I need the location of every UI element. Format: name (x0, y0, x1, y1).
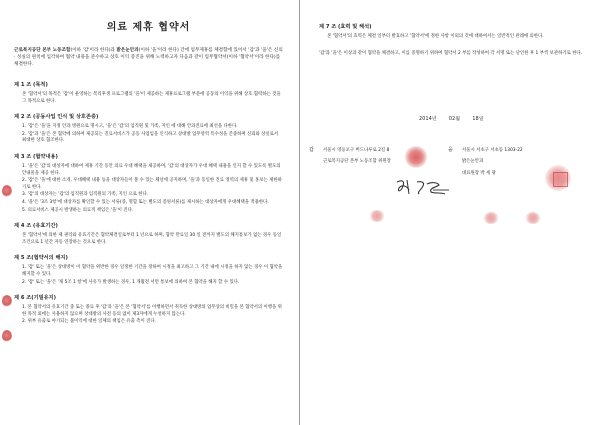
intro-part1: (이하 '갑'이라 한다)과 (70, 48, 117, 53)
article-clause: 2. '갑'은 '을'에 대한 소개, 우대혜택 내용 등을 대상자들이 볼 수 있는 채널에 공지하며, '을'과 동일한 진료 영역의 제휴 및 홍보는 제한하기로 한다. (22, 178, 282, 190)
article-body (14, 92, 283, 105)
intro-paragraph (14, 47, 283, 68)
bottom-seal-stamp (369, 210, 385, 222)
article-clause: 1. '갑'은 '을'을 지정 안과 병원으로 명시고, '을'은 '갑'의 임직원 및 가족, 지인 에 대해 안과진료에 최선을 다한다. (22, 124, 238, 130)
document-title: 의료 제휴 협약서 (106, 22, 191, 33)
right-page (301, 0, 600, 425)
intro-party1: 근로복지공단 본부 노동조합 (14, 48, 71, 53)
party-gap-name: 근로복지공단 본부 노동조합 위원장 (323, 159, 391, 165)
article-clause: 2. '갑'과 '을'은 본 협약에 의하여 제공되는 진료서비스가 공동 사업임을 인식하고 상대방 업무영역 특수성을 존중하며 신뢰와 상실로서 최대한 상호 협조한다. (22, 131, 279, 144)
margin-seal-stamp (2, 185, 12, 197)
date-year: 2014년 (419, 117, 437, 122)
article-1 (14, 82, 283, 105)
article-heading: 제 5 조(협약서의 해지) (14, 255, 68, 262)
article-heading: 제 4 조 (유효기간) (14, 223, 58, 230)
article-heading: 제 7 조 (효력 및 해석) (319, 24, 372, 30)
bottom-seal-stamp (483, 212, 499, 224)
article-heading: 제 2 조 (공동사업 인식 및 상호존중) (14, 114, 99, 121)
article-clause: 2. '갑' 또는 '을'은 '제 5조 1 항'에 사유가 발생하는 경우, 1 개월전 서면 통보에 의하여 본 협약을 해지 할 수 있다. (22, 279, 240, 285)
party-gap-address: 서울시 영등포구 버드나루로 2길 8 (323, 148, 390, 153)
closing-statement: '갑'과 '을'은 이상과 같이 협약을 체결하고, 이를 증명하기 위하여 협약서 2 부를 작성하여 각 서명 또는 날인한 후 1 부씩 보관하기로 한다. (319, 50, 583, 56)
article-3 (14, 154, 283, 214)
margin-seal-stamp (2, 330, 12, 342)
date-day: 18일 (472, 117, 484, 122)
party-eul-address: 서울시 서초구 서초동 1303-22 (462, 148, 523, 153)
article-body: 본 '협약서'의 효력은 체결 일부터 발효하고 '협약서'에 정한 사항 이외의 것에 대하여서는 일반적인 관례에 의한다. (327, 34, 544, 39)
bottom-seal-stamp (525, 212, 541, 224)
article-5 (14, 255, 283, 286)
handwritten-signature (393, 176, 453, 198)
article-body (14, 265, 283, 286)
margin-seal-stamp (2, 295, 12, 307)
party-eul-marker: 을 (448, 147, 453, 153)
signing-date (419, 115, 484, 122)
article-2 (14, 114, 283, 145)
article-body (14, 124, 283, 145)
article-body (14, 164, 283, 214)
article-clause: 5. 의료서비스 제공시 발생하는 의료적 책임은 '을'이 진다. (22, 207, 134, 213)
party-eul-representative: 대표원장 박 세 광 (462, 170, 496, 176)
union-seal-stamp (405, 146, 427, 168)
article-clause: 1. 본 협약서의 유효기간 중 또는 종료 후 '갑'과 '을'은 본 '협약서'를 이행하면서 취득한 상대방의 업무상의 비밀을 본 협약서의 이행을 위한 목적 외에는 사용하지 않으며 상대방의 사전 동의 없이 제3자에게 누설하지 않는다. (22, 305, 282, 317)
party-eul-name: 밝은눈안과 (462, 159, 484, 165)
article-clause: 1. '갑' 또는 '을'은 상대방이 이 협약을 위반한 경우 일정한 기간을 정하여 시정을 최고하고 그 기간 내에 시정을 하지 않는 경우 이 협약을 해지할 수 있다. (22, 265, 283, 277)
article-clause: 본 '협약서'의 목적은 '갑'이 운영하는 복리후생 프로그램의 '을'이 제공하는 제휴프로그램 부분에 공동의 이익을 위해 상호 협력하는 것을 그 목적으로 한다. (22, 92, 281, 104)
article-clause: 2. 위부 유출로 야기되는 불이익에 대한 일체의 책임은 유출 측이 진다. (22, 319, 157, 325)
article-body (14, 305, 283, 326)
article-heading: 제 1 조 (목적) (14, 82, 48, 88)
article-clause: 3. '갑'의 대상자는 '갑'의 임직원과 임직원의 가족, 지인 으로 한다. (22, 192, 149, 198)
intro-party2: 밝은눈안과 (116, 48, 139, 53)
article-6 (14, 295, 283, 326)
article-clause: 1. '을'은 '갑'의 대상자에 대하여 제휴 기간 동안 의료 우대 혜택을 제공하며, '갑'의 대상자가 우대 혜택 내용을 인지 할 수 있도록 별도의 안내물을 제공 한다. (22, 163, 281, 176)
article-heading: 제 6 조(기밀유지) (14, 295, 57, 302)
article-4 (14, 223, 283, 246)
article-clause: 4. '을'은 '3조 3항'에 대상자를 확인할 수 있는 서류(증, 명함 또는 별도의 증빙서류)를 제시하는 대상자에게 우대혜택을 적용한다. (22, 199, 269, 205)
date-month: 02월 (448, 117, 461, 122)
article-body (14, 233, 283, 246)
article-7 (319, 24, 588, 41)
article-clause: 본 '협약서'에 의한 제 권리와 유효기간은 협약체결일로부터 1 년으로 하며, 협약 만료일 30 일 전까지 별도의 해지통보가 없는 경우 동일 조건으로 1 년간 자동 연장하는 것으로 한다. (22, 233, 282, 245)
intro-part2: (이하 '을'이라 한다) 간에 업무제휴를 체결함에 있어서 '갑'과 '을'은 신의 · 성실의 원칙에 입각하여 협약 내용을 준수하고 상호 이익 증진을 위해 노력하고자 다음과 같이 업무협약서(이하 '협약서'이라 한다)를 체결한다. (14, 48, 283, 67)
clinic-seal-stamp-round (545, 165, 571, 191)
article-heading: 제 3 조 (협약내용) (14, 153, 58, 160)
party-gap-marker: 갑 (309, 147, 314, 153)
